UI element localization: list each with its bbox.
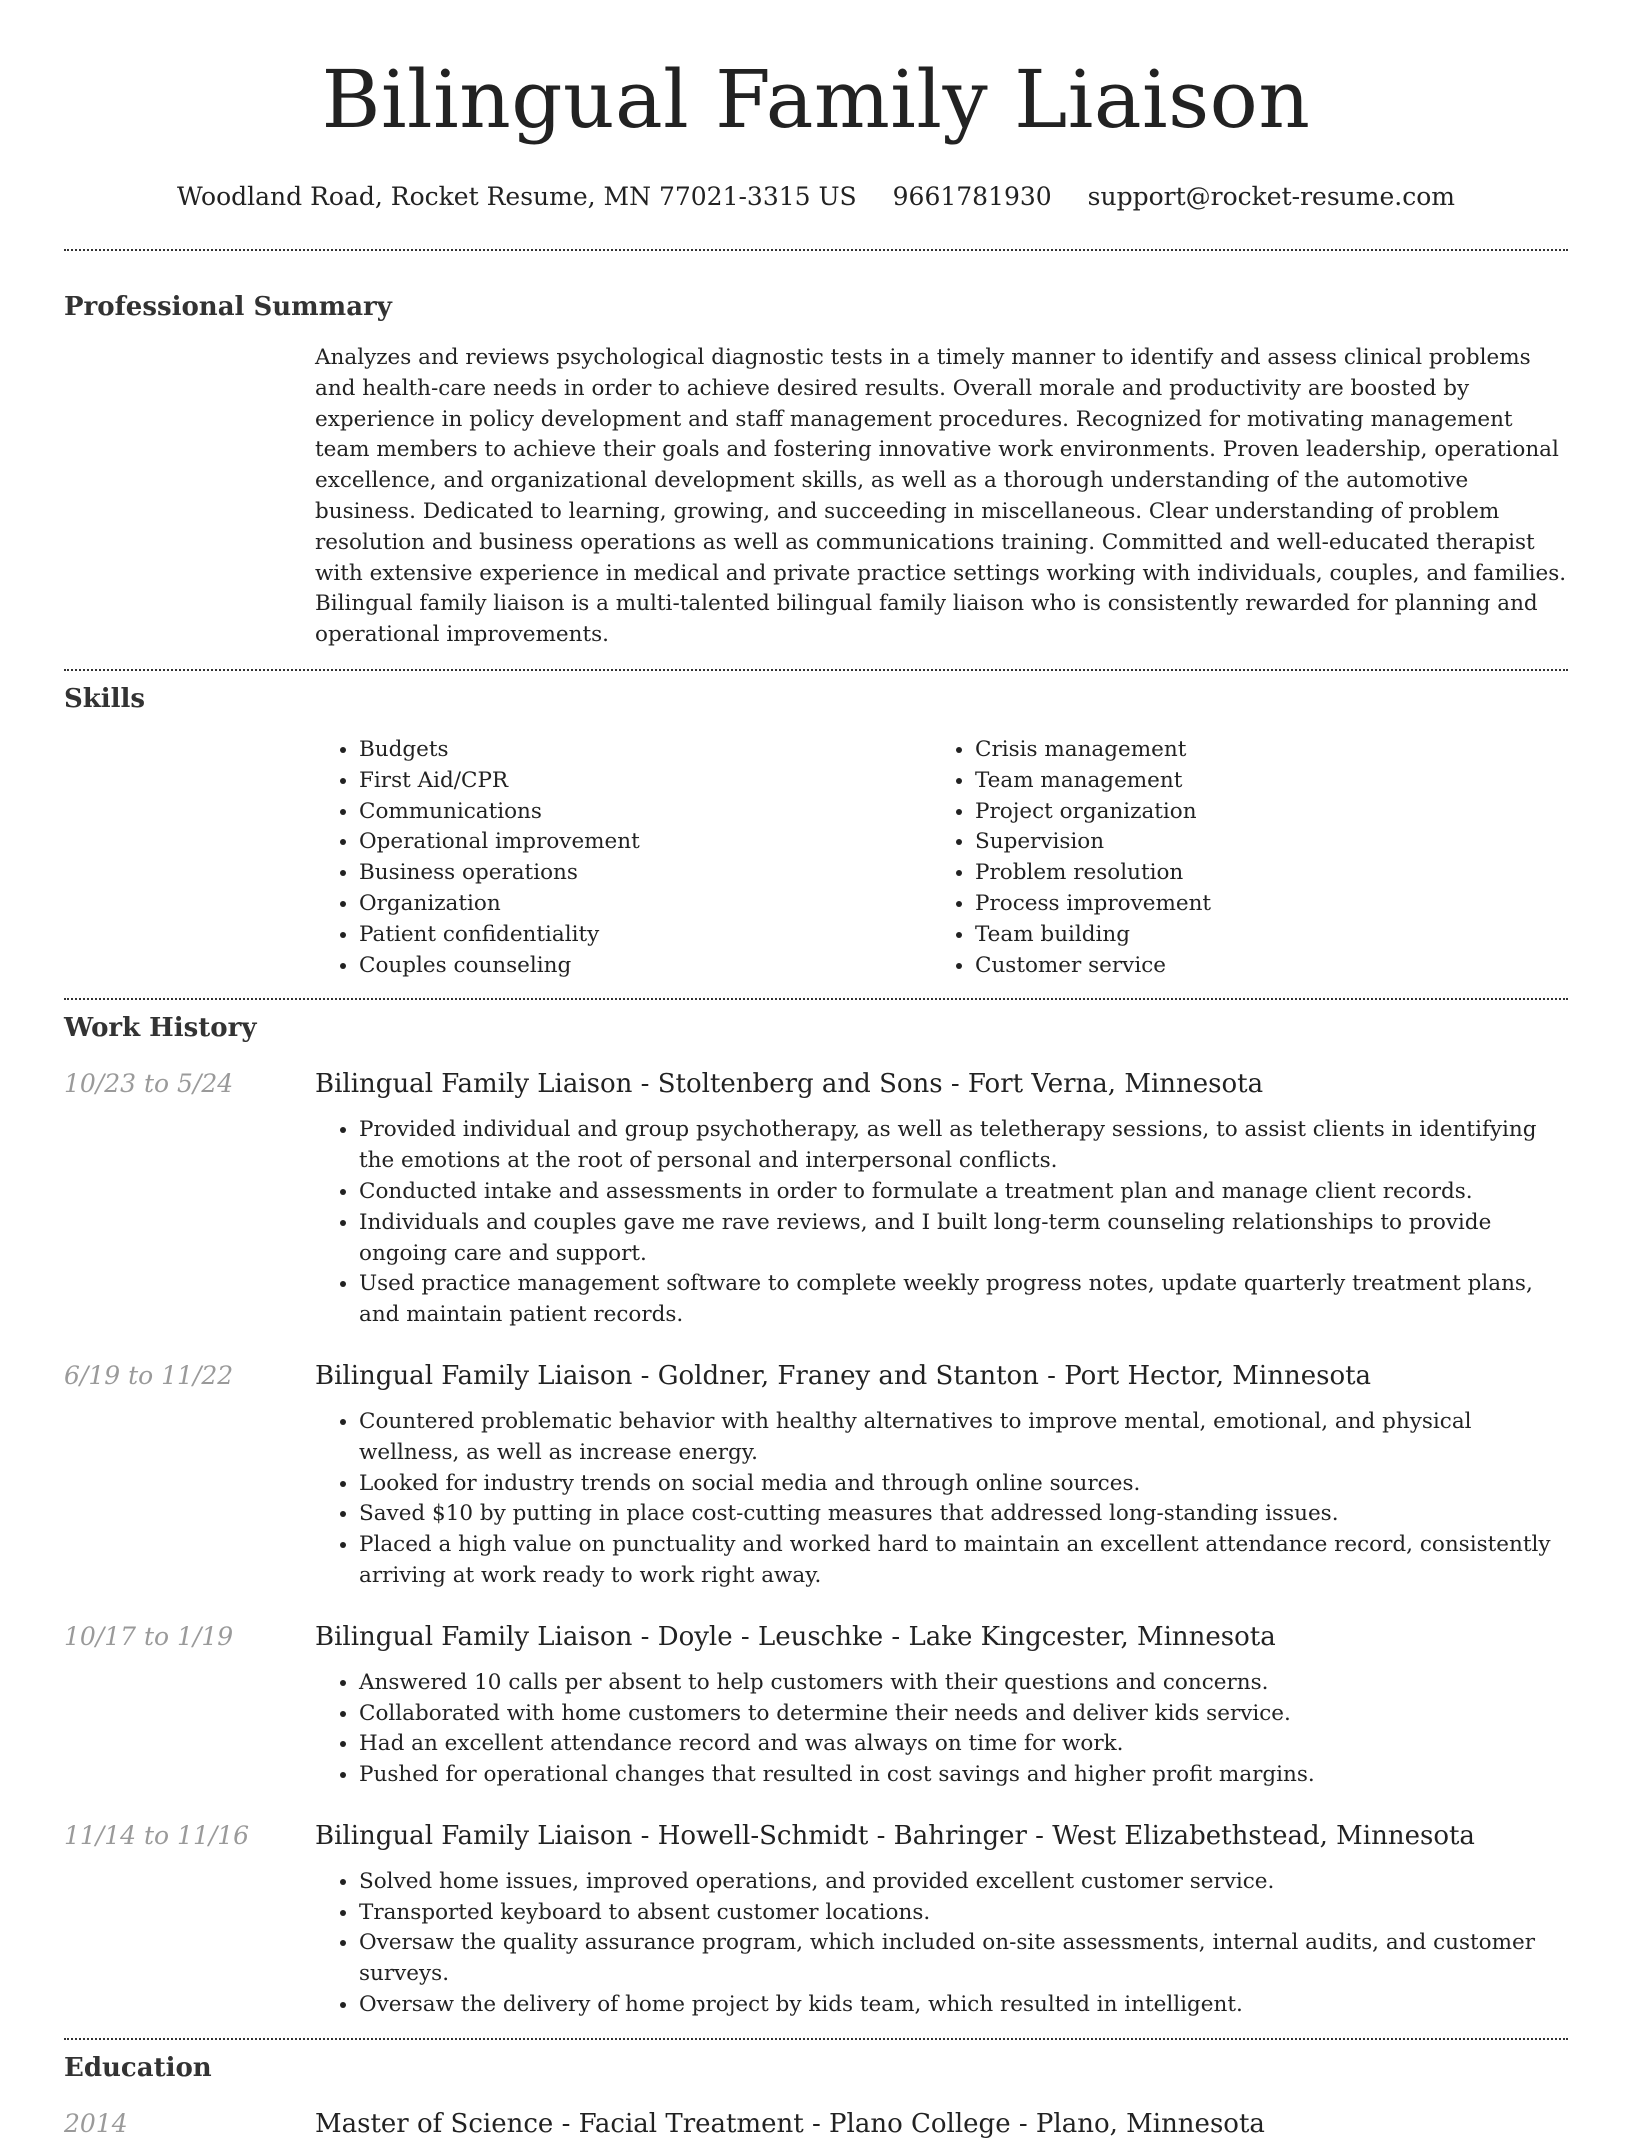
- job-header: [64, 1821, 1568, 1851]
- skill-item: • Budgets: [359, 735, 931, 766]
- summary-section: [64, 290, 1568, 651]
- job-bullet: • Transported keyboard to absent customer locations.: [359, 1898, 1568, 1929]
- job-dates: 11/14 to 11/16: [64, 1820, 250, 1850]
- skills-list-left: [315, 735, 931, 981]
- job-bullet: • Oversaw the delivery of home project by kids team, which resulted in intelligent.: [359, 1990, 1568, 2021]
- job-header: [64, 1069, 1568, 1099]
- job-dates: 10/23 to 5/24: [64, 1069, 234, 1099]
- job-bullet: • Collaborated with home customers to determine their needs and deliver kids service.: [359, 1699, 1568, 1730]
- skill-item: • Customer service: [975, 951, 1547, 982]
- divider: [64, 249, 1568, 251]
- resume-name: Bilingual Family Liaison: [321, 53, 1311, 146]
- education-section: [64, 2051, 1568, 2139]
- skill-item: • Project organization: [975, 797, 1547, 828]
- job-bullet: • Had an excellent attendance record and was always on time for work.: [359, 1729, 1568, 1760]
- job-entry: [64, 1821, 1568, 2021]
- skill-item: • Business operations: [359, 858, 931, 889]
- job-bullets: [315, 1867, 1568, 2021]
- contact-line: [64, 182, 1568, 211]
- job-entry: [64, 1069, 1568, 1331]
- summary-text: Analyzes and reviews psychological diagnostic tests in a timely manner to identify and assess clinical problems and health-care needs in order to achieve desired results. Overall morale and productivity are boosted by experience in policy development and staff management procedures. Recognized for motivating management team members to achieve their goals and fostering innovative work environments. Proven leadership, operational excellence, and organizational development skills, as well as a thorough understanding of the automotive business. Dedicated to learning, growing, and succeeding in miscellaneous. Clear understanding of problem resolution and business operations as well as communications training. Committed and well-educated therapist with extensive experience in medical and private practice settings working with individuals, couples, and families. Bilingual family liaison is a multi-talented bilingual family liaison who is consistently rewarded for planning and operational improvements.: [315, 345, 1567, 648]
- job-bullet: • Provided individual and group psychotherapy, as well as teletherapy sessions, to assist clients in identifying the emotions at the root of personal and interpersonal conflicts.: [359, 1115, 1568, 1177]
- job-bullet: • Used practice management software to complete weekly progress notes, update quarterly treatment plans, and maintain patient records.: [359, 1269, 1568, 1331]
- skill-item: • Patient confidentiality: [359, 920, 931, 951]
- job-dates: 6/19 to 11/22: [64, 1360, 234, 1390]
- education-year: 2014: [64, 2108, 128, 2138]
- skill-item: • First Aid/CPR: [359, 766, 931, 797]
- skill-item: • Problem resolution: [975, 858, 1547, 889]
- job-bullets: [315, 1407, 1568, 1592]
- skill-item: • Process improvement: [975, 889, 1547, 920]
- skills-section: [64, 682, 1568, 981]
- job-bullet: • Placed a high value on punctuality and worked hard to maintain an excellent attendance record, consistently arriving at work ready to work right away.: [359, 1530, 1568, 1592]
- skill-item: • Team building: [975, 920, 1547, 951]
- job-title: Bilingual Family Liaison - Goldner, Franey and Stanton - Port Hector, Minnesota: [315, 1360, 1372, 1391]
- skill-item: • Communications: [359, 797, 931, 828]
- job-bullet: • Conducted intake and assessments in order to formulate a treatment plan and manage client records.: [359, 1177, 1568, 1208]
- divider: [64, 998, 1568, 1000]
- job-bullets: [315, 1115, 1568, 1331]
- contact-email: support@rocket-resume.com: [1087, 182, 1455, 211]
- skills-columns: [315, 735, 1568, 981]
- job-bullet: • Countered problematic behavior with healthy alternatives to improve mental, emotional, and physical wellness, as well as increase energy.: [359, 1407, 1568, 1469]
- job-bullet: • Oversaw the quality assurance program, which included on-site assessments, internal audits, and customer surveys.: [359, 1928, 1568, 1990]
- job-bullet: • Pushed for operational changes that resulted in cost savings and higher profit margins.: [359, 1760, 1568, 1791]
- skill-item: • Couples counseling: [359, 951, 931, 982]
- job-bullet: • Looked for industry trends on social media and through online sources.: [359, 1469, 1568, 1500]
- contact-address: Woodland Road, Rocket Resume, MN 77021-3315 US: [177, 182, 857, 211]
- skill-item: • Operational improvement: [359, 827, 931, 858]
- skill-item: • Supervision: [975, 827, 1547, 858]
- contact-phone: 9661781930: [892, 182, 1052, 211]
- job-entry: [64, 1361, 1568, 1592]
- job-header: [64, 1622, 1568, 1652]
- work-section: [64, 1011, 1568, 2021]
- job-title: Bilingual Family Liaison - Howell-Schmidt - Bahringer - West Elizabethstead, Minnesota: [315, 1820, 1475, 1851]
- skill-item: • Crisis management: [975, 735, 1547, 766]
- section-title-summary: Professional Summary: [64, 292, 392, 322]
- job-entry: [64, 1622, 1568, 1791]
- skill-item: • Organization: [359, 889, 931, 920]
- job-bullet: • Solved home issues, improved operations, and provided excellent customer service.: [359, 1867, 1568, 1898]
- section-title-skills: Skills: [64, 683, 146, 714]
- job-header: [64, 1361, 1568, 1391]
- section-title-education: Education: [64, 2052, 212, 2083]
- divider: [64, 669, 1568, 671]
- section-title-work: Work History: [64, 1013, 257, 1044]
- skills-list-right: [931, 735, 1547, 981]
- skill-item: • Team management: [975, 766, 1547, 797]
- job-bullet: • Individuals and couples gave me rave reviews, and I built long-term counseling relationships to provide ongoing care and support.: [359, 1208, 1568, 1270]
- job-title: Bilingual Family Liaison - Doyle - Leuschke - Lake Kingcester, Minnesota: [315, 1621, 1276, 1652]
- job-bullet: • Saved $10 by putting in place cost-cutting measures that addressed long-standing issues.: [359, 1499, 1568, 1530]
- education-title: Master of Science - Facial Treatment - Plano College - Plano, Minnesota: [315, 2108, 1265, 2139]
- job-dates: 10/17 to 1/19: [64, 1621, 234, 1651]
- job-bullet: • Answered 10 calls per absent to help customers with their questions and concerns.: [359, 1668, 1568, 1699]
- job-title: Bilingual Family Liaison - Stoltenberg and Sons - Fort Verna, Minnesota: [315, 1069, 1264, 1100]
- job-bullets: [315, 1668, 1568, 1791]
- divider: [64, 2038, 1568, 2040]
- education-entry: [64, 2109, 1568, 2139]
